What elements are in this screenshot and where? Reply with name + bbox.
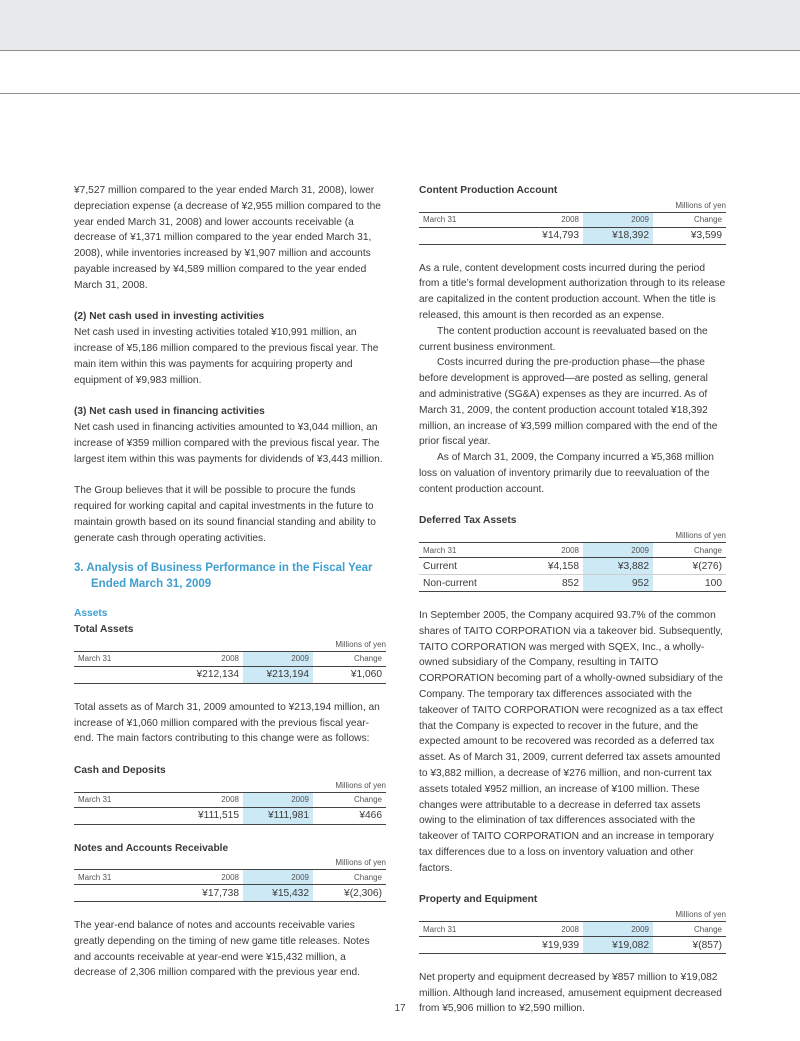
top-banner <box>0 0 800 51</box>
unit-label: Millions of yen <box>675 200 726 210</box>
table-header-row <box>74 651 386 666</box>
content-heading: Content Production Account <box>419 185 558 196</box>
unit-label: Millions of yen <box>675 910 726 920</box>
financial-table <box>419 542 726 592</box>
unit-label: Millions of yen <box>335 780 386 790</box>
page-number: 17 <box>394 1003 406 1014</box>
content-paragraph-2: The content production account is reevaluated based on the current business environment. <box>419 325 708 353</box>
table-cell: Current <box>423 560 457 572</box>
total-assets-paragraph: Total assets as of March 31, 2009 amounted to ¥213,194 million, an increase of ¥1,060 million compared with the previous fiscal year-end. The main factors contributing to this change were as follows: <box>74 701 380 745</box>
table-header-cell: Change <box>313 651 386 666</box>
table-header-cell: 2009 <box>583 922 653 937</box>
table-header-cell: March 31 <box>419 212 517 227</box>
investing-paragraph: Net cash used in investing activities totaled ¥10,991 million, an increase of ¥5,186 million compared to the previous fiscal year. The main item within this was payments for acquiring property and equipment of ¥9,983 million. <box>74 327 379 386</box>
property-table <box>419 908 726 954</box>
property-paragraph: Net property and equipment decreased by ¥857 million to ¥19,082 million. Although land increased, amusement equipment decreased from ¥5,906 million to ¥2,590 million. <box>419 971 722 1015</box>
table-header-cell: 2008 <box>517 543 583 558</box>
table-header-cell: Change <box>653 543 726 558</box>
total-assets-heading: Total Assets <box>74 624 134 636</box>
table-cell: ¥19,082 <box>583 937 653 954</box>
header-rule <box>0 93 800 94</box>
table-cell: ¥1,060 <box>313 666 386 683</box>
total-assets-table <box>74 638 386 684</box>
table-header-cell: March 31 <box>74 870 177 885</box>
table-cell <box>74 807 177 824</box>
table-header-cell: 2008 <box>177 792 243 807</box>
section-heading: 3. Analysis of Business Performance in the Fiscal Year Ended March 31, 2009 <box>74 562 373 591</box>
financial-table <box>419 212 726 245</box>
property-heading: Property and Equipment <box>419 894 538 906</box>
table-header-cell: Change <box>653 922 726 937</box>
table-header-cell: 2009 <box>583 212 653 227</box>
deferred-paragraph: In September 2005, the Company acquired 93.7% of the common shares of TAITO CORPORATION via a takeover bid. Subsequently, TAITO CORPORATION was merged with SQEX, Inc., a wholly-owned subsidiary of the Company, resulting in TAITO CORPORATION becoming part of a wholly-owned subsidiary of the Company. The temporary tax differences associated with the takeover of TAITO CORPORATION were recognized as a tax effect that the Company is expected to recover in the future, and the expected amount to be recovered was recorded as a deferred tax asset. As of March 31, 2009, current deferred tax assets amounted to ¥3,882 million, a decrease of ¥276 million, and non-current tax assets totaled ¥952 million, an increase of ¥100 million. These changes were attributable to a decrease in deferred tax assets owing to the elimination of tax differences associated with the takeover of TAITO CORPORATION and an increase in temporary tax differences due to a loss on inventory valuation and other factors. <box>419 609 723 874</box>
left-column <box>74 183 386 981</box>
table-cell: ¥19,939 <box>517 937 583 954</box>
table-header-cell: 2009 <box>243 870 313 885</box>
financing-paragraph: Net cash used in financing activities amounted to ¥3,044 million, an increase of ¥359 million compared with the previous fiscal year. The largest item within this was payments for dividends of ¥3,443 million. <box>74 421 383 465</box>
table-header-cell: 2009 <box>243 651 313 666</box>
table-header-cell: 2008 <box>177 870 243 885</box>
table-header-row <box>74 870 386 885</box>
unit-label: Millions of yen <box>335 639 386 649</box>
table-cell: ¥3,599 <box>653 227 726 244</box>
table-row <box>419 937 726 954</box>
table-cell: ¥(857) <box>653 937 726 954</box>
table-header-cell: 2008 <box>517 212 583 227</box>
table-cell: Non-current <box>419 575 517 592</box>
assets-heading: Assets <box>74 608 108 620</box>
table-cell: ¥14,793 <box>517 227 583 244</box>
table-cell: 100 <box>653 575 726 592</box>
table-header-row <box>419 212 726 227</box>
financial-table <box>74 651 386 684</box>
table-cell <box>74 666 177 683</box>
table-cell: ¥(276) <box>692 560 722 572</box>
table-header-cell: March 31 <box>419 922 517 937</box>
content-paragraph-1: As a rule, content development costs incurred during the period from a title’s formal development authorization through to its release are capitalized in the content production account. When the title is released, this amount is then recorded as an expense. <box>419 262 726 321</box>
table-header-row <box>74 792 386 807</box>
right-column <box>419 183 726 1017</box>
financial-table <box>74 792 386 825</box>
table-cell: ¥(2,306) <box>313 885 386 902</box>
table-cell: 952 <box>583 575 653 592</box>
table-row <box>419 575 726 592</box>
deferred-table <box>419 529 726 592</box>
deferred-heading: Deferred Tax Assets <box>419 515 517 527</box>
notes-heading: Notes and Accounts Receivable <box>74 842 229 854</box>
investing-heading: (2) Net cash used in investing activities <box>74 311 265 323</box>
table-header-cell: 2008 <box>517 922 583 937</box>
table-cell: ¥111,515 <box>177 807 243 824</box>
table-cell: ¥111,981 <box>243 807 313 824</box>
table-header-cell: 2009 <box>243 792 313 807</box>
cash-heading: Cash and Deposits <box>74 764 166 776</box>
table-row <box>74 666 386 683</box>
content-paragraph-4: As of March 31, 2009, the Company incurred a ¥5,368 million loss on valuation of inventory primarily due to reevaluation of the content production account. <box>419 452 714 495</box>
table-header-cell: 2009 <box>583 543 653 558</box>
group-paragraph: The Group believes that it will be possible to procure the funds required for working capital and capital investments in the future to maintain growth based on its sound financial standing and ability to generate cash through operating activities. <box>74 485 376 544</box>
table-header-row <box>419 543 726 558</box>
content-paragraph-3: Costs incurred during the pre-production phase—the phase before development is approved—are posted as selling, general and administrative (SG&A) expenses as they are incurred. As of March 31, 2009, the content production account totaled ¥18,392 million, an increase of ¥3,599 million compared with the end of the prior fiscal year. <box>419 357 718 448</box>
table-cell: ¥15,432 <box>243 885 313 902</box>
table-cell: ¥466 <box>313 807 386 824</box>
table-header-cell: Change <box>653 212 726 227</box>
financial-table <box>419 921 726 954</box>
table-row <box>74 807 386 824</box>
table-row <box>419 558 726 575</box>
table-cell: ¥213,194 <box>243 666 313 683</box>
unit-label: Millions of yen <box>675 531 726 541</box>
notes-table <box>74 856 386 902</box>
financial-table <box>74 869 386 902</box>
table-cell <box>419 937 517 954</box>
table-cell <box>74 885 177 902</box>
table-header-cell: 2008 <box>177 651 243 666</box>
table-header-cell: Change <box>313 792 386 807</box>
table-row <box>74 885 386 902</box>
table-cell: ¥18,392 <box>583 227 653 244</box>
table-cell: ¥3,882 <box>583 558 653 575</box>
table-header-cell: March 31 <box>419 543 517 558</box>
notes-paragraph: The year-end balance of notes and accounts receivable varies greatly depending on the timing of new game title releases. Notes and accounts receivable at year-end were ¥15,432 million, a decrease of 2,306 million compared with the previous year end. <box>74 920 370 979</box>
cash-table <box>74 779 386 825</box>
content-table <box>419 199 726 245</box>
unit-label: Millions of yen <box>335 858 386 868</box>
table-cell: 852 <box>517 575 583 592</box>
table-cell: ¥212,134 <box>177 666 243 683</box>
table-header-cell: March 31 <box>74 792 177 807</box>
table-header-cell: March 31 <box>74 651 177 666</box>
table-cell <box>419 227 517 244</box>
table-cell: ¥17,738 <box>177 885 243 902</box>
table-row <box>419 227 726 244</box>
table-cell: ¥4,158 <box>547 560 579 572</box>
table-header-cell: Change <box>313 870 386 885</box>
table-header-row <box>419 922 726 937</box>
financing-heading: (3) Net cash used in financing activities <box>74 406 265 418</box>
operating-cash-paragraph: ¥7,527 million compared to the year ended March 31, 2008), lower depreciation expense (a decrease of ¥2,955 million compared to the year ended March 31, 2008) and lower accounts receivable (a decrease of ¥1,371 million compared to the year ended March 31, 2008), while inventories increased by ¥1,907 million and accounts payable increased by ¥4,589 million compared to the year ended March 31, 2008. <box>74 185 381 291</box>
